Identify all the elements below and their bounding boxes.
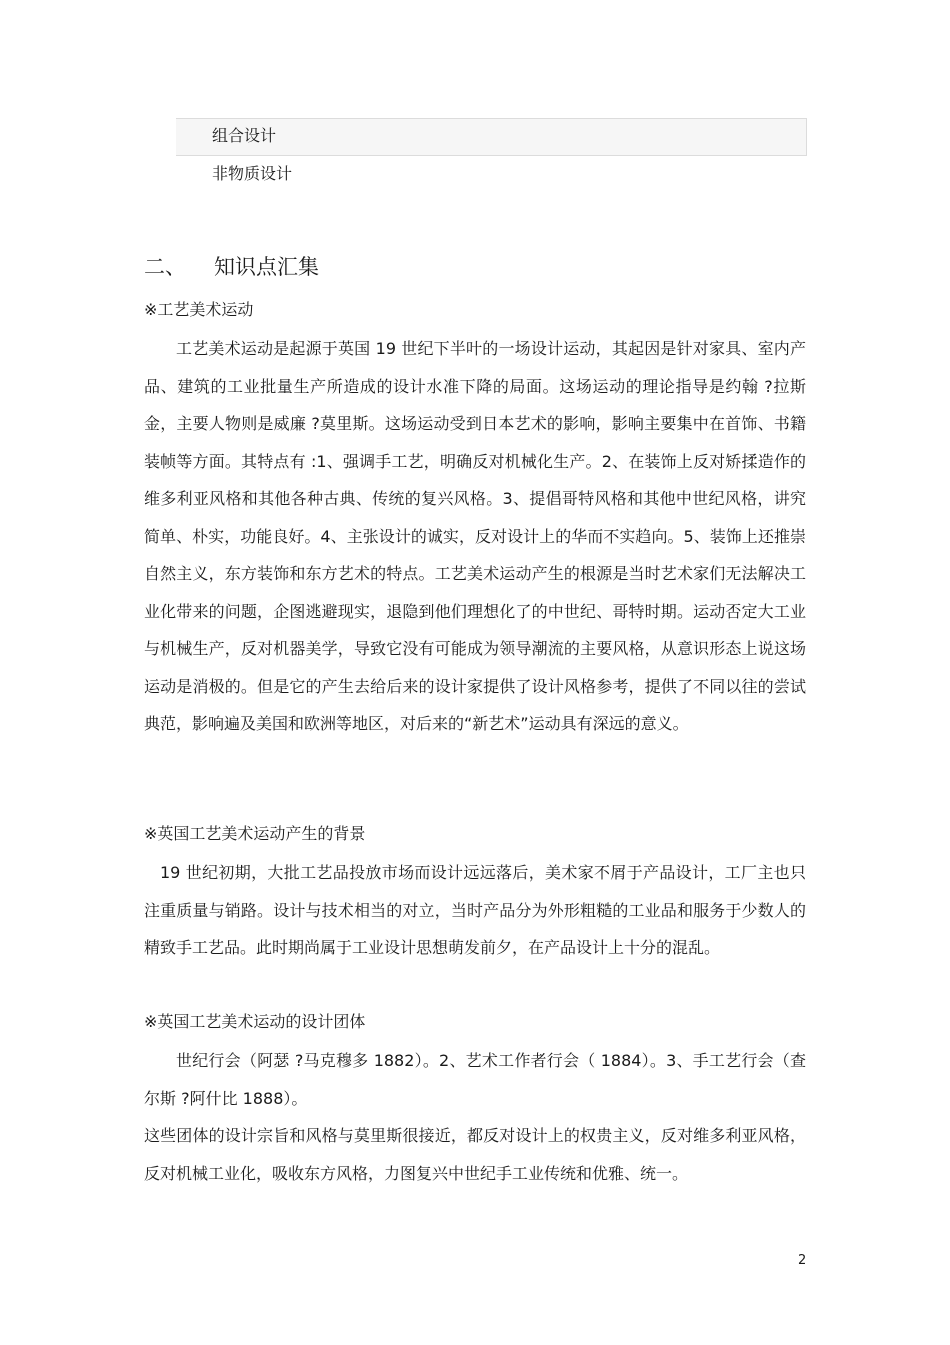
subsection-title-groups: ※英国工艺美术运动的设计团体 (144, 1012, 366, 1031)
section-title: 知识点汇集 (214, 255, 319, 279)
section-heading (144, 253, 319, 281)
list-item-immaterial-design: 非物质设计 (212, 164, 293, 183)
subsection-title-arts-crafts: ※工艺美术运动 (144, 300, 254, 319)
paragraph-groups: 世纪行会（阿瑟 ?马克穆多 1882）。2、艺术工作者行会（ 1884）。3、手工艺行会（查尔斯 ?阿什比 1888）。 (144, 1051, 806, 1108)
list-item-combination-design: 组合设计 (212, 126, 277, 145)
paragraph-background: 19 世纪初期，大批工艺品投放市场而设计远远落后，美术家不屑于产品设计，工厂主也只注重质量与销路。设计与技术相当的对立，当时产品分为外形粗糙的工业品和服务于少数人的精致手工艺品。此时期尚属于工业设计思想萌发前夕，在产品设计上十分的混乱。 (144, 863, 806, 957)
page-number: 2 (798, 1253, 807, 1268)
subsection-title-background: ※英国工艺美术运动产生的背景 (144, 824, 366, 843)
paragraph-groups-aims: 这些团体的设计宗旨和风格与莫里斯很接近，都反对设计上的权贵主义，反对维多利亚风格，反对机械工业化，吸收东方风格，力图复兴中世纪手工业传统和优雅、统一。 (144, 1126, 806, 1183)
paragraph-arts-crafts: 工艺美术运动是起源于英国 19 世纪下半叶的一场设计运动，其起因是针对家具、室内产品、建筑的工业批量生产所造成的设计水准下降的局面。这场运动的理论指导是约翰 ?拉斯金，主要人物则是威廉 ?莫里斯。这场运动受到日本艺术的影响，影响主要集中在首饰、书籍装帧等方面。其特点有 :1、强调手工艺，明确反对机械化生产。2、在装饰上反对矫揉造作的维多利亚风格和其他各种古典、传统的复兴风格。3、提倡哥特风格和其他中世纪风格，讲究简单、朴实，功能良好。4、主张设计的诚实，反对设计上的华而不实趋向。5、装饰上还推崇自然主义，东方装饰和东方艺术的特点。工艺美术运动产生的根源是当时艺术家们无法解决工业化带来的问题，企图逃避现实，退隐到他们理想化了的中世纪、哥特时期。运动否定大工业与机械生产，反对机器美学，导致它没有可能成为领导潮流的主要风格，从意识形态上说这场运动是消极的。但是它的产生去给后来的设计家提供了设计风格参考，提供了不同以往的尝试典范，影响遍及美国和欧洲等地区，对后来的“新艺术”运动具有深远的意义。 (144, 339, 806, 733)
section-number: 二、 (144, 255, 186, 279)
